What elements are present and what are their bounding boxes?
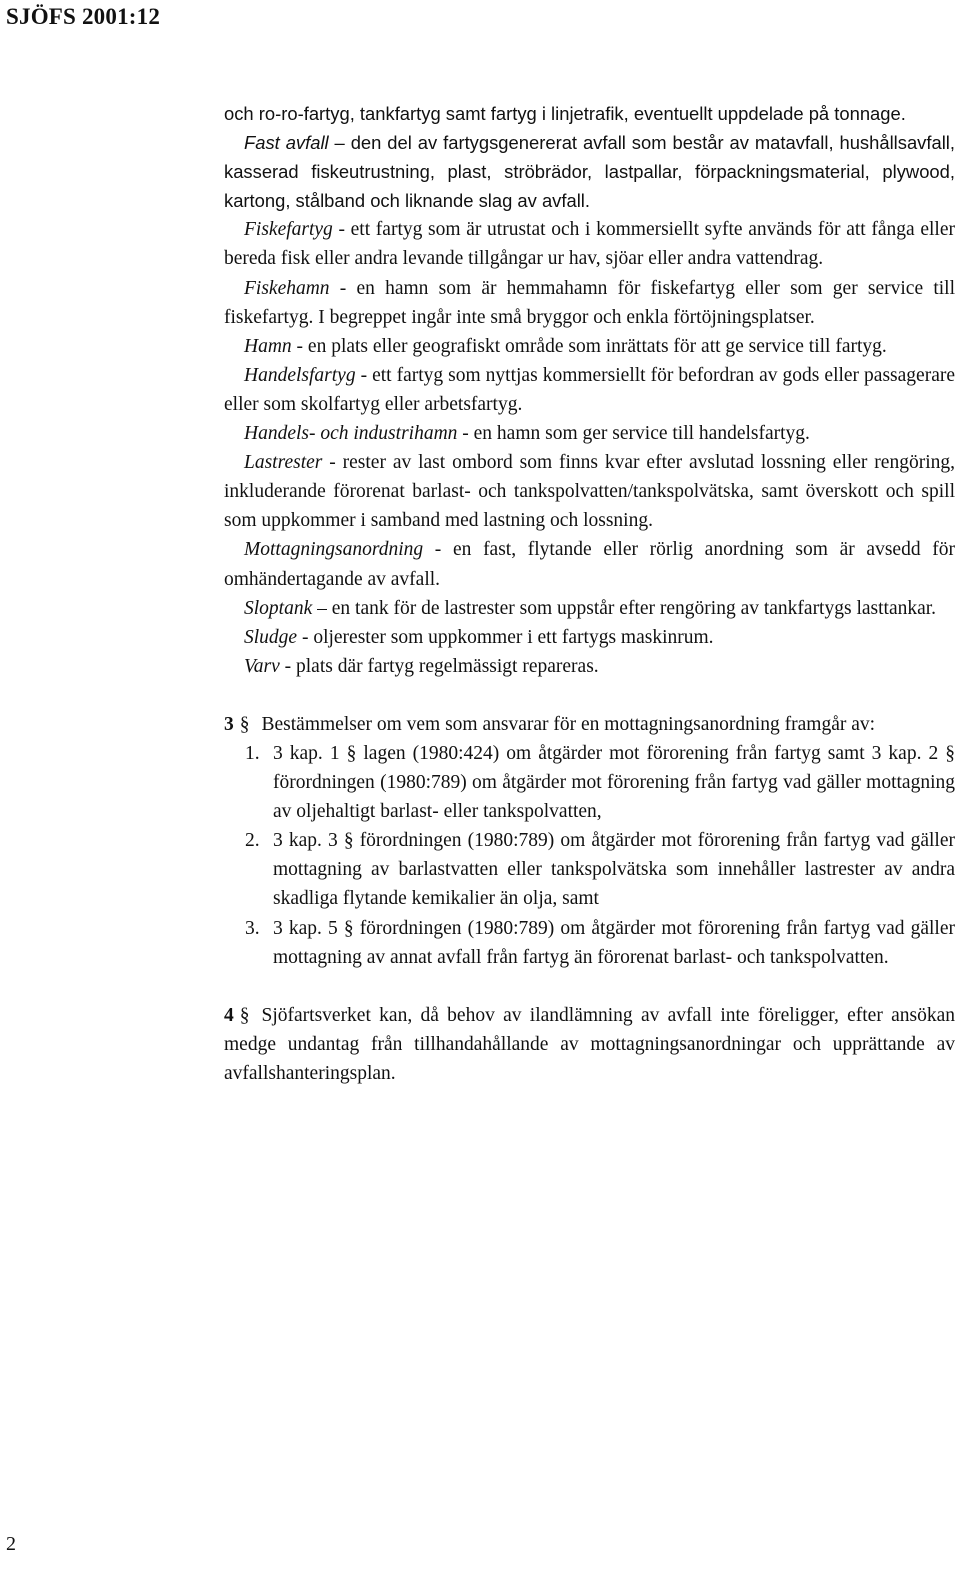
section-symbol: § [239, 713, 250, 735]
definition-text: - rester av last ombord som finns kvar efter avslutad lossning eller rengöring, inkluderande förorenat barlast- och tankspolvatten/tankspolvätska, samt överskott och spill som uppkommer i samband med lastning och lossning. [224, 452, 955, 532]
section-3-intro [224, 710, 955, 739]
list-item [224, 826, 955, 913]
definition-paragraph [224, 332, 955, 361]
definition-paragraph [224, 652, 955, 681]
definition-paragraph [224, 274, 955, 332]
definition-term: Fiskefartyg [244, 219, 333, 241]
definition-paragraph [224, 419, 955, 448]
section-3-list [224, 739, 955, 972]
definition-paragraph [224, 215, 955, 273]
definition-term: Hamn [244, 335, 292, 357]
section-3 [224, 710, 955, 972]
list-item-text: 3 kap. 3 § förordningen (1980:789) om åtgärder mot förorening från fartyg vad gäller mottagning av barlastvatten eller tankspolvätska som innehåller lastrester av andra skadliga flytande kemikalier än olja, samt [273, 830, 955, 910]
definition-text: - en fast, flytande eller rörlig anordning som är avsedd för omhändertagande av avfall. [224, 539, 955, 590]
definition-text: - ett fartyg som nyttjas kommersiellt för befordran av gods eller passagerare eller som skolfartyg eller arbetsfartyg. [224, 364, 955, 415]
section-number: 3 [224, 713, 234, 735]
definition-paragraph [224, 128, 955, 215]
definition-term: Handelsfartyg [244, 364, 356, 386]
definition-text: - oljerester som uppkommer i ett fartygs maskinrum. [297, 626, 714, 648]
section-4-text [224, 1001, 955, 1088]
definition-text: och ro-ro-fartyg, tankfartyg samt fartyg i linjetrafik, eventuellt uppdelade på tonnage. [224, 103, 906, 124]
definition-text: – den del av fartygsgenererat avfall som består av matavfall, hushållsavfall, kasserad fiskeutrustning, plast, ströbrädor, lastpallar, förpackningsmaterial, plywood, kartong, stålband och liknande slag av avfall. [224, 132, 955, 212]
definition-text: – en tank för de lastrester som uppstår efter rengöring av tankfartygs lasttankar. [312, 597, 937, 619]
definition-term: Lastrester [244, 452, 323, 474]
definition-term: Fast avfall [244, 132, 329, 154]
definition-paragraph [224, 623, 955, 652]
document-body [224, 99, 955, 1088]
definition-text: - en plats eller geografiskt område som inrättats för att ge service till fartyg. [291, 335, 887, 357]
section-4 [224, 1001, 955, 1088]
definition-text: - en hamn som ger service till handelsfartyg. [457, 423, 810, 445]
definition-term: Handels- och industrihamn [244, 423, 458, 445]
list-marker: 2. [245, 830, 260, 852]
definition-term: Sloptank [244, 597, 313, 619]
definition-paragraph [224, 99, 955, 128]
definition-term: Fiskehamn [244, 277, 330, 299]
section-number: 4 [224, 1004, 234, 1026]
definition-text: - en hamn som är hemmahamn för fiskefartyg eller som ger service till fiskefartyg. I begreppet ingår inte små bryggor och enkla förtöjningsplatser. [224, 277, 955, 328]
definition-paragraph [224, 594, 955, 623]
definition-text: - plats där fartyg regelmässigt repareras. [279, 655, 599, 677]
definition-term: Sludge [244, 626, 298, 648]
page-number: 2 [6, 1533, 16, 1555]
definition-paragraph [224, 535, 955, 593]
list-item-text: 3 kap. 1 § lagen (1980:424) om åtgärder mot förorening från fartyg samt 3 kap. 2 § förordningen (1980:789) om åtgärder mot förorening från fartyg vad gäller mottagning av oljehaltigt barlast- eller tankspolvatten, [273, 742, 955, 823]
definition-text: - ett fartyg som är utrustat och i kommersiellt syfte används för att fånga eller bereda fisk eller andra levande tillgångar ur hav, sjöar eller andra vattendrag. [224, 219, 955, 270]
document-header: SJÖFS 2001:12 [6, 4, 161, 29]
definition-paragraph [224, 448, 955, 535]
list-item [224, 739, 955, 826]
list-marker: 3. [245, 917, 260, 939]
section-symbol: § [239, 1004, 250, 1026]
section-4-body: Sjöfartsverket kan, då behov av ilandlämning av avfall inte föreligger, efter ansökan medge undantag från tillhandahållande av mottagningsanordningar och upprättande av avfallshanteringsplan. [224, 1004, 955, 1084]
definition-term: Mottagningsanordning [244, 539, 424, 561]
definition-paragraph [224, 361, 955, 419]
section-3-intro-text: Bestämmelser om vem som ansvarar för en mottagningsanordning framgår av: [261, 713, 876, 735]
list-item-text: 3 kap. 5 § förordningen (1980:789) om åtgärder mot förorening från fartyg vad gäller mottagning av annat avfall från fartyg än förorenat barlast- och tankspolvatten. [273, 917, 955, 968]
list-item [224, 914, 955, 972]
list-marker: 1. [245, 742, 260, 764]
definition-term: Varv [244, 655, 280, 677]
